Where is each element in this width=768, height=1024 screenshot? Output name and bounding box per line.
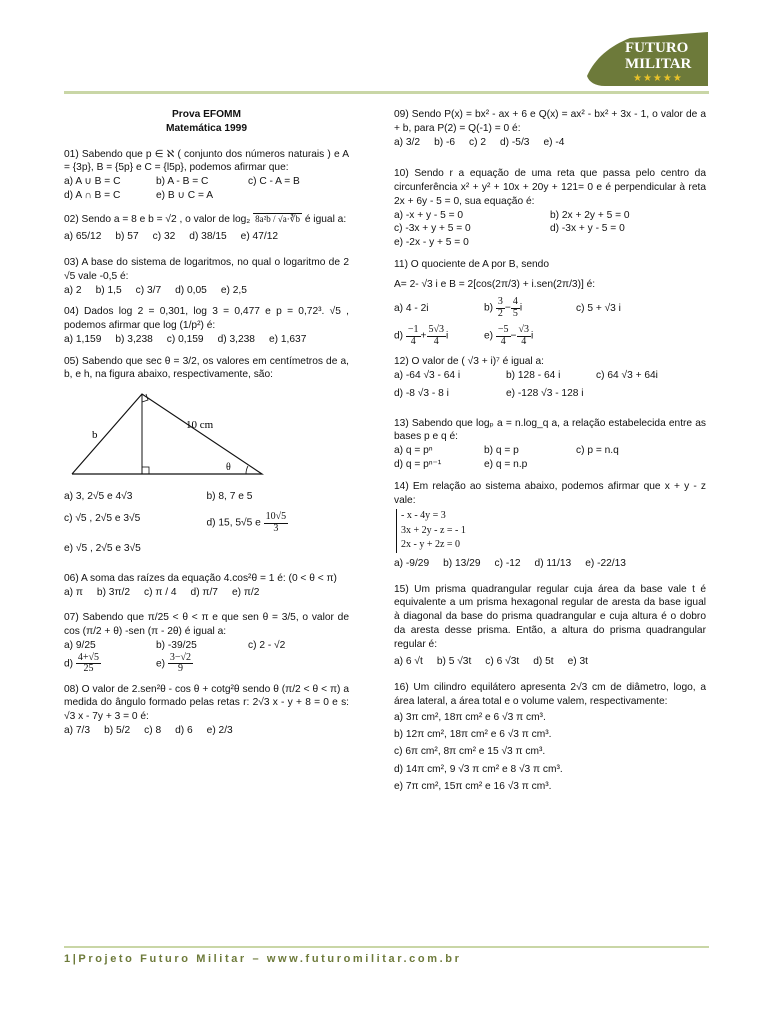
option: a) 6 √t	[394, 656, 423, 668]
question-text: 13) Sabendo que logₚ a = n.log_q a, a relação estabelecida entre as bases p e q é:	[394, 417, 706, 443]
option: c) 6π cm², 8π cm² e 15 √3 π cm³.	[394, 746, 546, 758]
question-text: 15) Um prisma quadrangular regular cuja área da base vale t é equivalente a um prisma hexagonal regular de aresta da base igual à diagonal da base do prisma quadrangular e cuja altura é o dobro da aresta desse prisma. Então, a altura do prisma quadrangular regular é:	[394, 583, 706, 650]
option: b) $\frac{3}{2}$ − $\frac{4}{5}$ i	[484, 296, 523, 319]
option: e) $\frac{-5}{4}$ − $\frac{√3}{4}$ i	[484, 324, 534, 347]
question-text: 06) A soma das raízes da equação 4.cos²θ = 1 é: (0 < θ < π)	[64, 572, 337, 584]
option: d) q = pⁿ⁻¹	[394, 459, 442, 471]
option: b) 5/2	[104, 724, 131, 736]
question-text: 09) Sendo P(x) = bx² - ax + 6 e Q(x) = ax² - bx² + 3x - 1, o valor de a + b, para P(2) = Q(-1) = 0 é:	[394, 109, 706, 134]
frac-num: 3−√2	[169, 651, 192, 663]
question-text: 07) Sabendo que π/25 < θ < π e que sen θ = 3/5, o valor de cos (π/2 + θ) -sen (π - 2θ) é igual a:	[64, 612, 349, 638]
frac-den: 25	[83, 663, 94, 675]
option: d) π/7	[190, 586, 218, 598]
question-09	[394, 108, 706, 149]
question-text-end: é igual a:	[304, 213, 347, 225]
option: b) 3π/2	[96, 586, 131, 598]
equation: 3x + 2y - z = - 1	[401, 524, 466, 536]
question-11	[394, 258, 706, 348]
option: b) -6	[434, 136, 456, 148]
question-text: 16) Um cilindro equilátero apresenta 2√3 cm de diâmetro, logo, a área lateral, a área total e o volume valem, respectivamente:	[394, 682, 706, 707]
futuro-militar-logo	[585, 28, 710, 90]
option: b) 13/29	[443, 557, 481, 569]
option: c) -12	[494, 557, 521, 569]
question-06	[64, 572, 349, 600]
option: e) 47/12	[240, 231, 279, 243]
option: a) π	[64, 586, 83, 598]
option: e) -128 √3 - 128 i	[506, 387, 584, 399]
option: d) -5/3	[500, 136, 530, 148]
option: b) q = p	[484, 445, 519, 457]
question-16	[394, 681, 706, 795]
option	[64, 653, 156, 675]
question-14	[394, 480, 706, 571]
option: a) -9/29	[394, 557, 430, 569]
frac-num: 5√3	[428, 324, 444, 336]
question-15	[394, 583, 706, 670]
option: a) A ∪ B = C	[64, 176, 121, 188]
equation: - x - 4y = 3	[401, 510, 446, 522]
frac-num: 4+√5	[77, 651, 100, 663]
option: d) 38/15	[189, 231, 227, 243]
option-label: e)	[484, 331, 494, 343]
option: e) 1,637	[268, 333, 307, 345]
question-03	[64, 256, 349, 297]
option: c) p = n.q	[576, 445, 619, 457]
option: c) 2 - √2	[248, 639, 286, 651]
option: a) 3/2	[394, 136, 421, 148]
option: c) 2	[469, 136, 486, 148]
option: e) -4	[543, 136, 565, 148]
question-text: 02) Sendo a = 8 e b = √2 , o valor de log₂	[64, 213, 251, 225]
exam-title	[64, 108, 349, 136]
option	[156, 653, 248, 675]
header-rule	[64, 91, 709, 94]
side-b-label: b	[92, 429, 98, 442]
option: b) 3,238	[115, 333, 153, 345]
option: b) 2x + 2y + 5 = 0	[550, 209, 630, 221]
option: b) 8, 7 e 5	[206, 491, 253, 503]
option: a) 9/25	[64, 639, 96, 651]
option-label: d)	[64, 658, 74, 670]
option: d) 11/13	[534, 557, 572, 569]
footer-rule	[64, 946, 709, 948]
footer-text: 1|Projeto Futuro Militar – www.futuromilitar.com.br	[64, 953, 462, 965]
option: d) -8 √3 - 8 i	[394, 387, 449, 399]
triangle-figure	[66, 388, 266, 484]
question-04	[64, 305, 349, 346]
question-10	[394, 167, 706, 250]
option: c) -3x + y + 5 = 0	[394, 223, 471, 235]
question-text: 04) Dados log 2 = 0,301, log 3 = 0,477 e p = 0,72³. √5 , podemos afirmar que log (1/p²) é:	[64, 306, 349, 332]
option: e) π/2	[231, 586, 260, 598]
option: a) 3π cm², 18π cm² e 6 √3 π cm³.	[394, 711, 546, 723]
logo-line2: MILITAR	[625, 56, 692, 72]
option: a) 1,159	[64, 333, 102, 345]
option: b) -39/25	[156, 639, 197, 651]
option: a) -64 √3 - 64 i	[394, 370, 461, 382]
option: b) A - B = C	[156, 176, 209, 188]
option: e) -2x - y + 5 = 0	[394, 237, 469, 249]
option-label: b)	[484, 303, 494, 315]
option: c) 3/7	[135, 284, 162, 296]
frac-num: −5	[497, 324, 509, 336]
option: a) 4 - 2i	[394, 302, 429, 314]
question-02	[64, 213, 349, 245]
option: e) B ∪ C = A	[156, 189, 214, 201]
question-text: 10) Sendo r a equação de uma reta que passa pelo centro da circunferência x² + y² + 10x + 20y + 121= 0 e é perpendicular à reta 2x + 6y - 5 = 0, sua equação é:	[394, 168, 706, 207]
frac-num: 3	[497, 296, 503, 308]
frac-den: 5	[512, 307, 518, 319]
option: e) 3t	[567, 656, 588, 668]
option: d) $\frac{-1}{4}$ + $\frac{5√3}{4}$ i	[394, 324, 449, 347]
radical-expression: 8a²b / √a·∛b	[255, 213, 300, 224]
option: d) A ∩ B = C	[64, 189, 121, 201]
frac-den: 4	[410, 335, 416, 347]
option: c) 8	[144, 724, 162, 736]
question-text: 12) O valor de ( √3 + i)⁷ é igual a:	[394, 356, 544, 368]
question-12	[394, 355, 706, 400]
logo-line1: FUTURO	[625, 40, 689, 56]
right-column	[394, 108, 706, 803]
option: d) 6	[175, 724, 193, 736]
question-text: 05) Sabendo que sec θ = 3/2, os valores em centímetros de a, b, e h, na figura abaixo, respectivamente, são:	[64, 355, 349, 381]
option: c) 0,159	[166, 333, 204, 345]
equation-system	[396, 509, 706, 553]
option: b) 12π cm², 18π cm² e 6 √3 π cm³.	[394, 729, 552, 741]
option: a) 65/12	[64, 231, 102, 243]
theta-label: θ	[226, 462, 231, 474]
question-text: 08) O valor de 2.sen²θ - cos θ + cotg²θ sendo θ (π/2 < θ < π) a medida do ângulo formado pelas retas r: 2√3 x - y + 8 = 0 e s: √3 x - 7y + 3 = 0 é:	[64, 683, 349, 723]
question-01	[64, 148, 349, 203]
frac-den: 4	[521, 335, 527, 347]
option	[207, 512, 350, 534]
option: e) 2,5	[220, 284, 247, 296]
option: e) √5 , 2√5 e 3√5	[64, 543, 141, 555]
option-label: d)	[394, 331, 404, 343]
frac-num: 4	[512, 296, 518, 308]
option: b) 1,5	[95, 284, 122, 296]
exam-subtitle: Matemática 1999	[166, 122, 247, 134]
exam-title-line: Prova EFOMM	[171, 109, 242, 120]
option: a) q = pⁿ	[394, 445, 433, 457]
option-label: e)	[156, 658, 166, 670]
option: c) √5 , 2√5 e 3√5	[64, 513, 141, 525]
option: c) 64 √3 + 64i	[596, 370, 658, 382]
option: e) q = n.p	[484, 459, 528, 471]
question-07	[64, 611, 349, 674]
logo-stars: ★★★★★	[633, 73, 683, 84]
option: d) 3,238	[217, 333, 255, 345]
frac-num: −1	[407, 324, 419, 336]
option: e) 7π cm², 15π cm² e 16 √3 π cm³.	[394, 781, 552, 793]
option: c) 32	[152, 231, 176, 243]
option: e) 2/3	[206, 724, 233, 736]
frac-num: 10√5	[265, 511, 287, 523]
option: a) 3, 2√5 e 4√3	[64, 491, 133, 503]
question-05	[64, 355, 349, 556]
option: b) 5 √3t	[436, 656, 472, 668]
question-13	[394, 417, 706, 472]
hypotenuse-label: 10 cm	[186, 419, 214, 432]
option: d) -3x + y - 5 = 0	[550, 223, 625, 235]
option: b) 128 - 64 i	[506, 370, 561, 382]
option: a) -x + y - 5 = 0	[394, 209, 464, 221]
option-d-text: d) 15, 5√5 e	[206, 517, 261, 529]
option: c) C - A = B	[248, 176, 300, 188]
option: a) 7/3	[64, 724, 91, 736]
frac-den: 4	[433, 335, 439, 347]
question-text: 11) O quociente de A por B, sendo	[394, 258, 549, 270]
question-text: 14) Em relação ao sistema abaixo, podemos afirmar que x + y - z vale:	[394, 480, 706, 506]
option: a) 2	[64, 284, 82, 296]
frac-den: 4	[500, 335, 506, 347]
frac-den: 3	[273, 522, 279, 534]
question-definition: A= 2- √3 i e B = 2[cos(2π/3) + i.sen(2π/3)] é:	[394, 278, 596, 290]
frac-den: 9	[177, 663, 183, 675]
option: d) 0,05	[175, 284, 207, 296]
frac-den: 2	[497, 307, 503, 319]
left-column	[64, 108, 349, 746]
option: c) 5 + √3 i	[576, 302, 621, 314]
question-text: 03) A base do sistema de logaritmos, no qual o logaritmo de 2 √5 vale -0,5 é:	[64, 257, 349, 282]
option: b) 57	[115, 231, 139, 243]
option: c) 6 √3t	[485, 656, 520, 668]
option: c) π / 4	[144, 586, 177, 598]
frac-num: √3	[518, 324, 529, 336]
equation: 2x - y + 2z = 0	[401, 539, 461, 551]
question-text: 01) Sabendo que p ∈ ℵ ( conjunto dos números naturais ) e A = {3p}, B = {5p} e C = {l5p}, podemos afirmar que:	[64, 148, 349, 174]
option: d) 5t	[533, 656, 554, 668]
option: d) 14π cm², 9 √3 π cm² e 8 √3 π cm³.	[394, 763, 563, 775]
option: e) -22/13	[585, 557, 626, 569]
question-08	[64, 683, 349, 738]
